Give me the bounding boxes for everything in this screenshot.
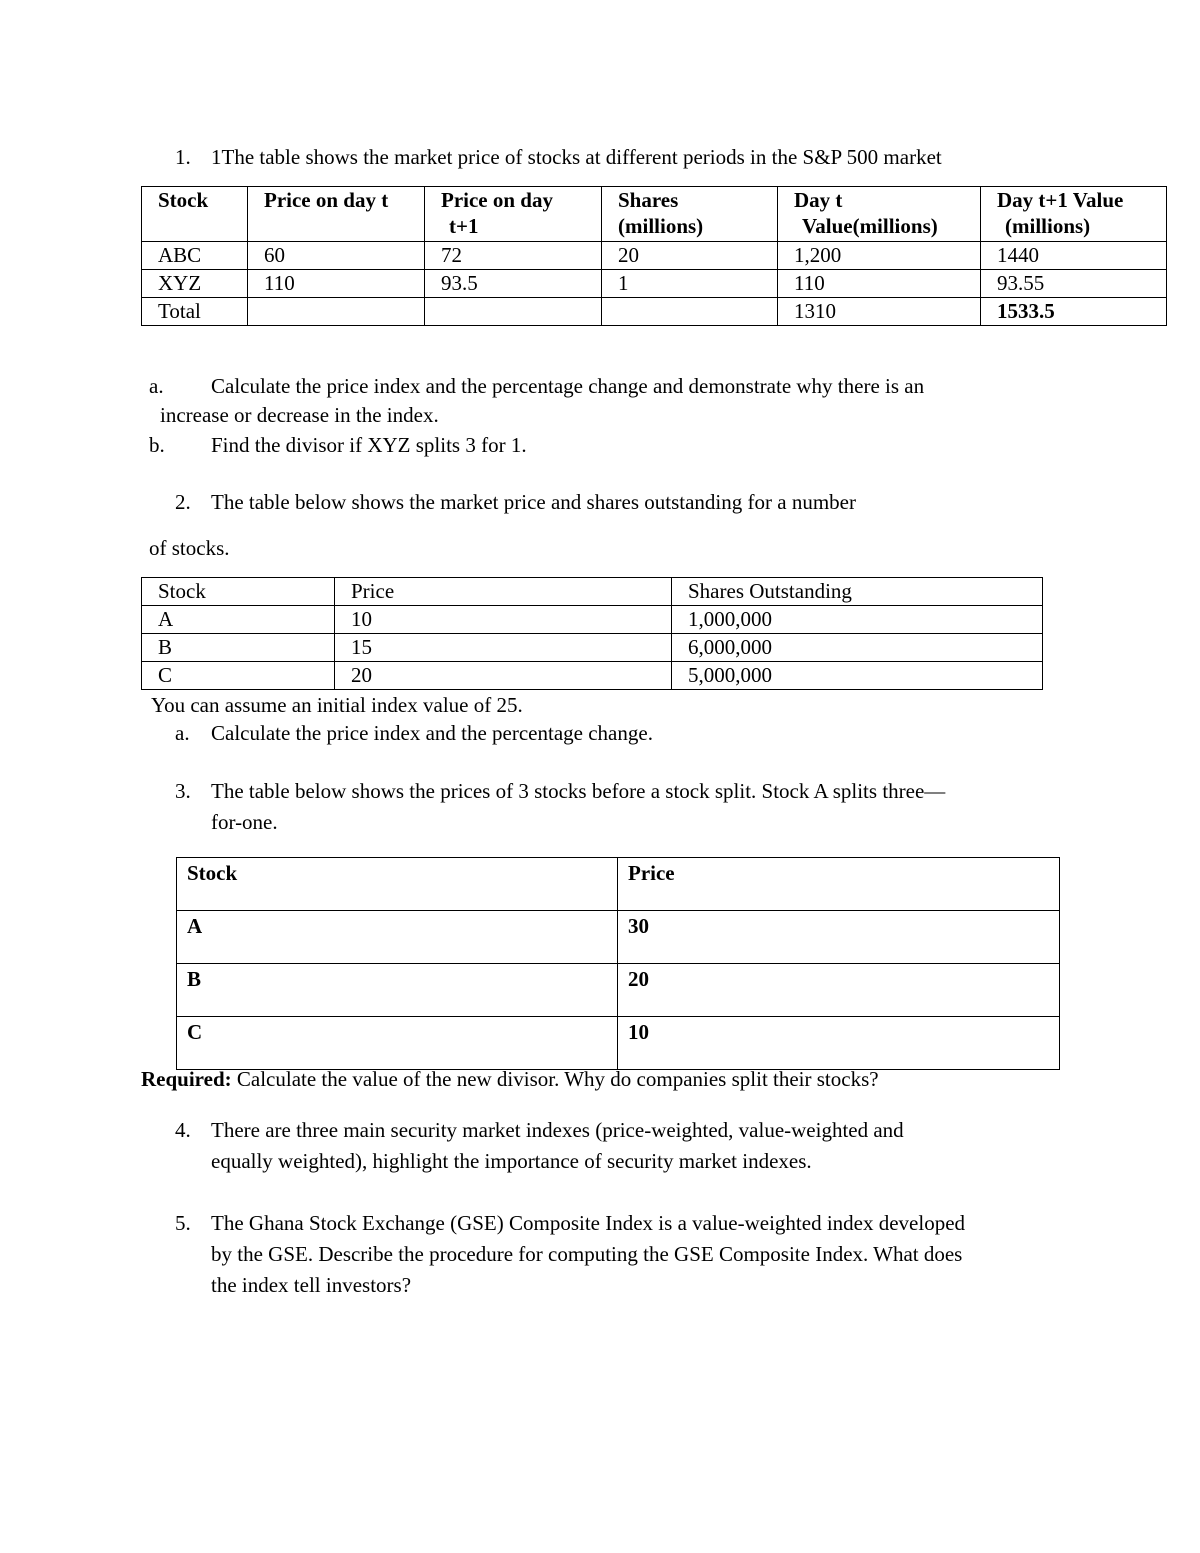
table-cell xyxy=(425,298,602,326)
stock-split-table xyxy=(176,857,1060,1070)
shares-outstanding-table xyxy=(141,577,1043,690)
q2-note: You can assume an initial index value of 25. xyxy=(151,693,523,717)
header-cell: Day t+1 Value (millions) xyxy=(981,187,1167,242)
q4-number: 4. xyxy=(175,1118,191,1142)
q5-number: 5. xyxy=(175,1211,191,1235)
q2-number: 2. xyxy=(175,490,191,514)
table-cell: 10 xyxy=(335,606,672,634)
table-cell: 1310 xyxy=(778,298,981,326)
header-cell: Price xyxy=(618,858,1060,911)
q1-a-line2: increase or decrease in the index. xyxy=(160,403,439,427)
q3-required xyxy=(141,1066,879,1092)
table-cell: 1,200 xyxy=(778,242,981,270)
table-cell: 30 xyxy=(618,911,1060,964)
header-cell: Shares (millions) xyxy=(602,187,778,242)
table-row xyxy=(177,911,1060,964)
q3-required-label: Required: xyxy=(141,1067,232,1091)
q5-line1: The Ghana Stock Exchange (GSE) Composite Index is a value-weighted index developed xyxy=(211,1211,966,1235)
table-cell: 1 xyxy=(602,270,778,298)
table-cell: B xyxy=(177,964,618,1017)
table-cell xyxy=(602,298,778,326)
table-cell: A xyxy=(142,606,335,634)
q1-a-line1: Calculate the price index and the percentage change and demonstrate why there is an xyxy=(211,374,925,398)
table-cell: 20 xyxy=(335,662,672,690)
q1-b-text: Find the divisor if XYZ splits 3 for 1. xyxy=(211,433,527,457)
table-cell: 72 xyxy=(425,242,602,270)
q1-text: 1The table shows the market price of stocks at different periods in the S&P 500 market xyxy=(211,145,942,169)
header-cell: Stock xyxy=(177,858,618,911)
table-row xyxy=(142,606,1043,634)
table-row xyxy=(142,270,1167,298)
table-cell: C xyxy=(177,1017,618,1070)
header-cell: Price on day t xyxy=(248,187,425,242)
q4-line2: equally weighted), highlight the importance of security market indexes. xyxy=(211,1149,812,1173)
q1-number: 1. xyxy=(175,145,191,169)
table-cell: 110 xyxy=(778,270,981,298)
table-cell: Total xyxy=(142,298,248,326)
table-cell: 5,000,000 xyxy=(672,662,1043,690)
q2-a-label: a. xyxy=(175,721,190,745)
table-cell: 1,000,000 xyxy=(672,606,1043,634)
table-cell: 60 xyxy=(248,242,425,270)
table-row xyxy=(177,964,1060,1017)
q3-line2: for-one. xyxy=(211,810,278,834)
table-cell: XYZ xyxy=(142,270,248,298)
table-cell: 10 xyxy=(618,1017,1060,1070)
q5-line2: by the GSE. Describe the procedure for computing the GSE Composite Index. What does xyxy=(211,1242,963,1266)
q3-required-text: Calculate the value of the new divisor. Why do companies split their stocks? xyxy=(231,1067,879,1091)
header-cell: Stock xyxy=(142,187,248,242)
table-header-row xyxy=(142,187,1167,242)
q2-a-text: Calculate the price index and the percentage change. xyxy=(211,721,653,745)
q4-line1: There are three main security market indexes (price-weighted, value-weighted and xyxy=(211,1118,904,1142)
table-row xyxy=(177,1017,1060,1070)
table-cell: 110 xyxy=(248,270,425,298)
q2-line2: of stocks. xyxy=(149,536,230,560)
table-cell: 15 xyxy=(335,634,672,662)
table-cell: 20 xyxy=(602,242,778,270)
header-cell: Stock xyxy=(142,578,335,606)
header-cell: Price on day t+1 xyxy=(425,187,602,242)
table-cell: 1440 xyxy=(981,242,1167,270)
stock-price-table xyxy=(141,186,1167,326)
table-cell: B xyxy=(142,634,335,662)
q3-line1: The table below shows the prices of 3 stocks before a stock split. Stock A splits three— xyxy=(211,779,946,803)
table-cell: A xyxy=(177,911,618,964)
table-row xyxy=(142,662,1043,690)
table-cell: 6,000,000 xyxy=(672,634,1043,662)
q1-a-label: a. xyxy=(149,374,164,398)
table-total-row xyxy=(142,298,1167,326)
header-cell: Shares Outstanding xyxy=(672,578,1043,606)
table-row xyxy=(142,634,1043,662)
table-header-row xyxy=(142,578,1043,606)
table-cell: 93.55 xyxy=(981,270,1167,298)
q1-b-label: b. xyxy=(149,433,165,457)
table-cell-total: 1533.5 xyxy=(981,298,1167,326)
table-cell: ABC xyxy=(142,242,248,270)
q5-line3: the index tell investors? xyxy=(211,1273,412,1297)
table-cell: 20 xyxy=(618,964,1060,1017)
q3-number: 3. xyxy=(175,779,191,803)
q2-line1: The table below shows the market price and shares outstanding for a number xyxy=(211,490,856,514)
table-cell xyxy=(248,298,425,326)
header-cell: Price xyxy=(335,578,672,606)
table-cell: C xyxy=(142,662,335,690)
table-row xyxy=(142,242,1167,270)
table-header-row xyxy=(177,858,1060,911)
table-cell: 93.5 xyxy=(425,270,602,298)
header-cell: Day t Value(millions) xyxy=(778,187,981,242)
